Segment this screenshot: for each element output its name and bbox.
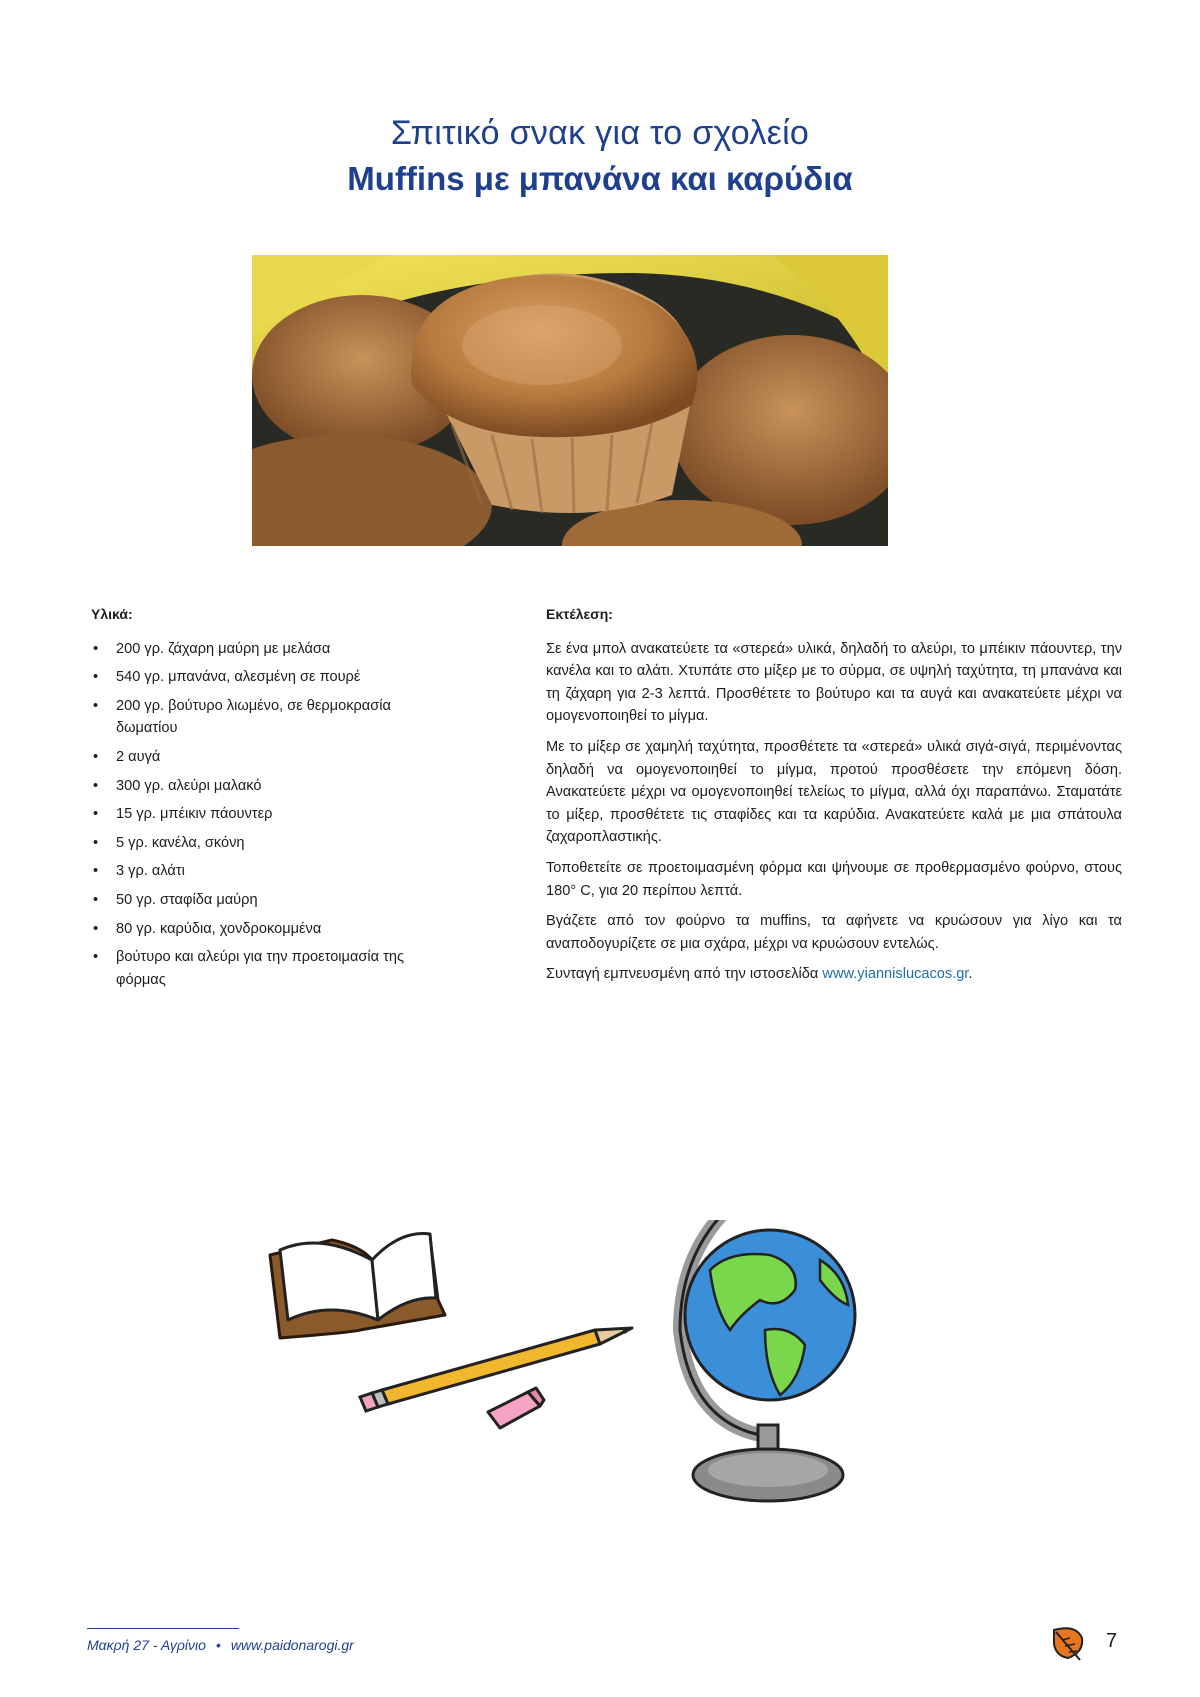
- leaf-icon: [1050, 1624, 1086, 1664]
- method-paragraph: Με το μίξερ σε χαμηλή ταχύτητα, προσθέτετε τα «στερεά» υλικά σιγά-σιγά, περιμένοντας δηλαδή να ομογενοποιηθεί το μίγμα, προτού προσθέσετε την επόμενη δόση. Ανακατεύετε μέχρι να ομογενοποιηθεί τελείως το μίγμα, αλλά όχι παραπάνω. Σταματάτε το μίξερ, προσθέτετε τις σταφίδες και τα καρύδια. Ανακατεύετε καλά με μια σπάτουλα ζαχαροπλαστικής.: [546, 738, 1122, 846]
- credit-text: Συνταγή εμπνευσμένη από την ιστοσελίδα: [546, 966, 823, 983]
- list-item: • 3 γρ. αλάτι: [91, 860, 451, 883]
- method-paragraph: Τοποθετείτε σε προετοιμασμένη φόρμα και ψήνουμε σε προθερμασμένο φούρνο, στους 180° C, για 20 περίπου λεπτά.: [546, 859, 1122, 899]
- method-section: [546, 603, 1122, 994]
- ingredients-list: [91, 638, 451, 992]
- pencil-icon: [360, 1328, 632, 1411]
- footer-divider: [87, 1628, 239, 1629]
- list-item: • 2 αυγά: [91, 746, 451, 769]
- eraser-icon: [488, 1388, 544, 1428]
- list-item: • βούτυρο και αλεύρι για την προετοιμασία της φόρμας: [91, 946, 451, 991]
- ingredients-section: [91, 603, 451, 997]
- school-illustration: [260, 1220, 920, 1520]
- method-heading: Εκτέλεση:: [546, 606, 613, 622]
- footer: [87, 1637, 354, 1653]
- list-item: • 50 γρ. σταφίδα μαύρη: [91, 889, 451, 912]
- credit-line: [546, 963, 1122, 986]
- source-link[interactable]: www.yiannislucacos.gr: [822, 966, 969, 983]
- list-item: • 200 γρ. βούτυρο λιωμένο, σε θερμοκρασία δωματίου: [91, 695, 451, 740]
- list-item: • 540 γρ. μπανάνα, αλεσμένη σε πουρέ: [91, 666, 451, 689]
- page-subtitle: Σπιτικό σνακ για το σχολείο: [390, 114, 810, 152]
- globe-icon: [680, 1220, 855, 1501]
- footer-separator: •: [215, 1637, 221, 1653]
- list-item: • 15 γρ. μπέικιν πάουντερ: [91, 803, 451, 826]
- list-item: • 300 γρ. αλεύρι μαλακό: [91, 775, 451, 798]
- method-paragraph: Βγάζετε από τον φούρνο τα muffins, τα αφήνετε να κρυώσουν για λίγο και τα αναποδογυρίζετε σε μια σχάρα, μέχρι να κρυώσουν εντελώς.: [546, 913, 1122, 952]
- footer-address: Μακρή 27 - Αγρίνιο: [87, 1637, 206, 1653]
- footer-website[interactable]: www.paidonarogi.gr: [230, 1637, 354, 1653]
- page-number: 7: [1106, 1630, 1118, 1652]
- open-book-icon: [270, 1234, 445, 1338]
- muffins-photo: [252, 255, 888, 546]
- ingredients-heading: Υλικά:: [91, 606, 133, 622]
- credit-end: .: [968, 966, 973, 983]
- page-title: Muffins με μπανάνα και καρύδια: [347, 160, 853, 197]
- list-item: • 5 γρ. κανέλα, σκόνη: [91, 832, 451, 855]
- list-item: • 200 γρ. ζάχαρη μαύρη με μελάσα: [91, 638, 451, 661]
- list-item: • 80 γρ. καρύδια, χονδροκομμένα: [91, 918, 451, 941]
- method-paragraph: Σε ένα μπολ ανακατεύετε τα «στερεά» υλικά, δηλαδή το αλεύρι, το μπέικιν πάουντερ, την κανέλα και το αλάτι. Χτυπάτε στο μίξερ με το σύρμα, σε υψηλή ταχύτητα, τη μπανάνα και τη ζάχαρη για 2-3 λεπτά. Προσθέτετε το βούτυρο και τα αυγά και ανακατεύετε μέχρι να ομογενοποιηθεί το μίγμα.: [546, 640, 1122, 725]
